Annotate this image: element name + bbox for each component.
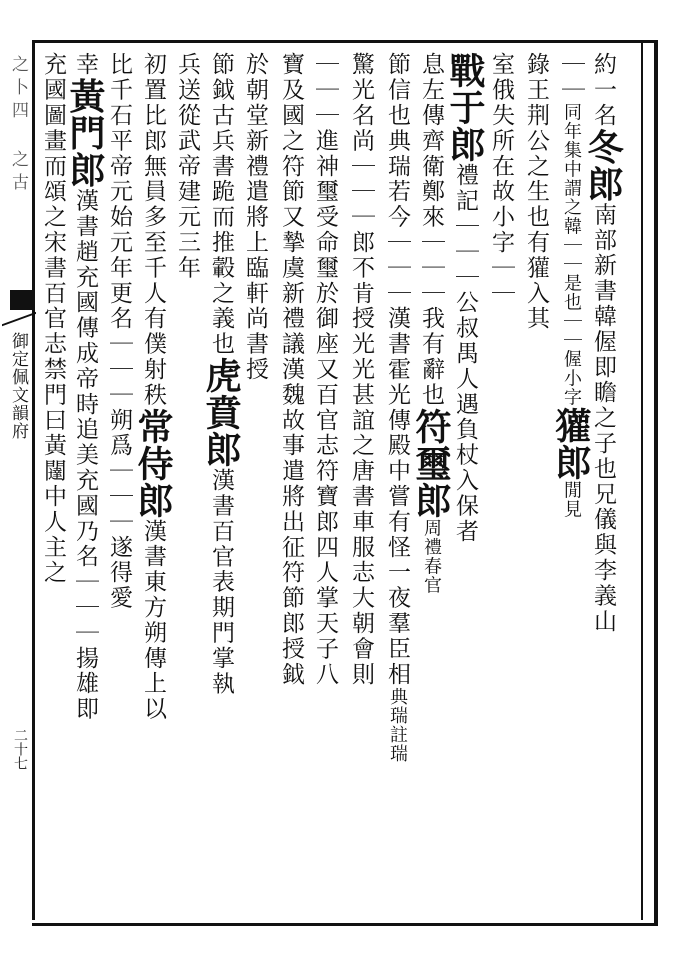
fishtail-mark: [10, 290, 34, 310]
text-segment: 比千石平帝元始元年更名｜｜｜: [106, 52, 132, 408]
text-segment: 寶及國之符節又摯虞新禮議漢魏故事遣將出征符節郎授鉞: [278, 52, 304, 687]
text-segment: 充國圖畫而頌之宋書百官志禁門曰黃闥中人主之: [40, 52, 66, 586]
text-column: [104, 52, 134, 611]
text-segment: 室俄失所在故小字｜｜: [488, 52, 514, 306]
text-segment: 錄王荆公之生也有獾入其: [523, 52, 549, 332]
entry-heading: 虎賁郎: [200, 356, 242, 468]
text-segment: ｜｜: [558, 52, 584, 103]
text-column: [64, 52, 106, 722]
text-segment: 驚光名尚｜｜｜郎不肯授光光甚誼之唐書車服志大朝會則: [348, 52, 374, 687]
text-segment: 於朝堂新禮遣將上臨軒尚書授: [242, 52, 268, 383]
text-segment: 南部新書韓偓即瞻之子也兄儀與李義山: [590, 202, 616, 635]
text-segment: ｜｜｜進神璽受命璽於御座又百官志符寶郎四人掌天子八: [312, 52, 338, 687]
text-segment: 節信也典瑞若今｜｜｜漢書霍光傳殿中嘗有怪一夜羣臣相: [384, 52, 410, 687]
text-column: [276, 52, 306, 687]
text-segment: 漢書東方朔傳上以: [140, 518, 166, 722]
text-column: [38, 52, 68, 585]
text-column: [550, 52, 592, 519]
text-column: [346, 52, 376, 687]
text-column: [444, 52, 486, 544]
text-column: [240, 52, 270, 382]
text-segment: 同年集中謂之韓｜｜是也｜｜偓小字: [561, 102, 582, 407]
text-segment: 幸: [72, 52, 98, 78]
page-number: 二十七: [12, 728, 28, 770]
text-segment: 朔爲｜｜｜遂得愛: [106, 407, 132, 611]
text-segment: 漢書百官表期門掌執: [208, 467, 234, 697]
text-segment: 周禮春官: [421, 518, 442, 595]
text-segment: 息左傳齊衛鄭來｜｜｜我有辭也: [418, 52, 444, 408]
text-segment: 典瑞註瑞: [387, 687, 408, 763]
text-segment: 禮記｜｜｜公叔禺人遇負杖入保者: [452, 163, 478, 544]
text-segment: 兵送從武帝建元三年: [174, 52, 200, 281]
entry-heading: 戰于郎: [444, 52, 486, 163]
text-column: [310, 52, 340, 687]
text-segment: 閒見: [561, 480, 582, 519]
text-column: [486, 52, 516, 306]
text-column: [410, 52, 452, 595]
left-border-rule: [32, 40, 35, 920]
entry-heading: 符璽郎: [410, 407, 452, 519]
text-segment: 節鉞古兵書跪而推轂之義也: [208, 52, 234, 357]
book-title: 御定佩文韻府: [8, 332, 28, 440]
text-column: [200, 52, 242, 697]
gutter-partial-text: 之卜四 之古: [8, 55, 28, 196]
text-segment: 約一名: [590, 52, 616, 129]
text-column: [582, 52, 624, 635]
entry-heading: 冬郎: [582, 128, 624, 203]
text-segment: 漢書趙充國傳成帝時追美充國乃名｜｜｜揚雄即: [72, 188, 98, 722]
entry-heading: 常侍郎: [132, 407, 174, 519]
right-inner-rule: [641, 40, 643, 920]
text-segment: 初置比郎無員多至千人有僕射秩: [140, 52, 166, 408]
text-column: [382, 52, 412, 763]
text-column: [172, 52, 202, 281]
entry-heading: 黃門郎: [64, 77, 106, 189]
entry-heading: 獾郎: [550, 406, 592, 481]
text-column: [132, 52, 174, 722]
text-column: [521, 52, 551, 331]
